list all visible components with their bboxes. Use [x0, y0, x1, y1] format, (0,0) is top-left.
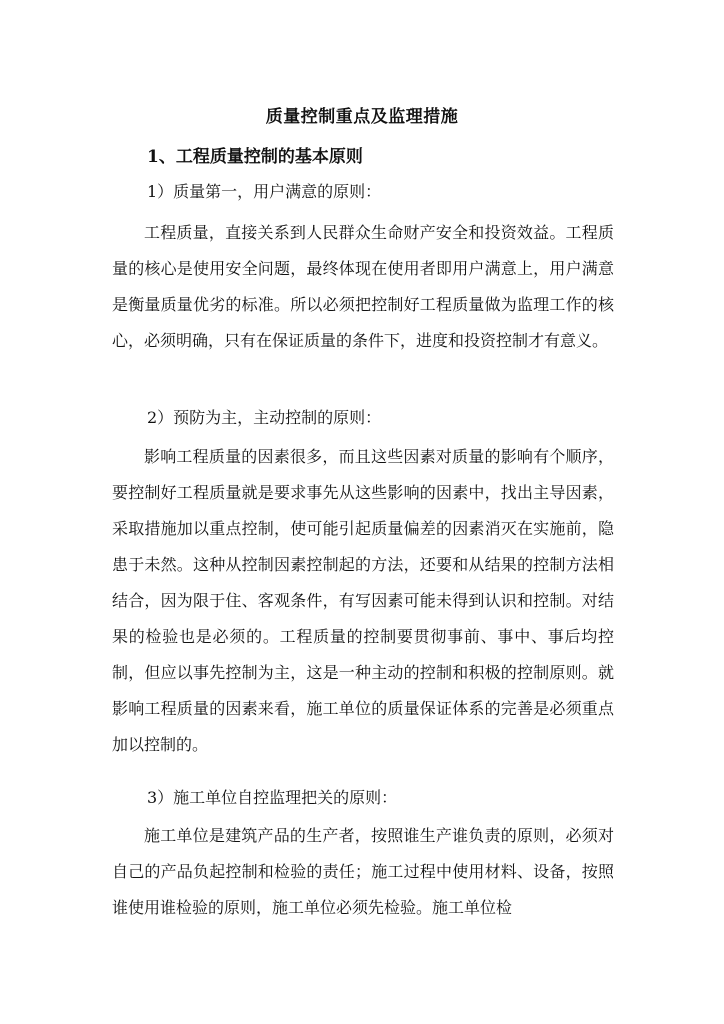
principle-2-paragraph: 影响工程质量的因素很多，而且这些因素对质量的影响有个顺序，要控制好工程质量就是要求事先从这些影响的因素中，找出主导因素，采取措施加以重点控制，使可能引起质量偏差的因素消灭在实施前，隐患于未然。这种从控制因素控制起的方法，还要和从结果的控制方法相结合，因为限于住、客观条件，有写因素可能未得到认识和控制。对结果的检验也是必须的。工程质量的控制要贯彻事前、事中、事后均控制，但应以事先控制为主，这是一种主动的控制和积极的控制原则。就影响工程质量的因素来看，施工单位的质量保证体系的完善是必须重点加以控制的。	[112, 447, 614, 754]
principle-1-heading: 1）质量第一，用户满意的原则：	[147, 182, 382, 201]
principle-3-heading: 3）施工单位自控监理把关的原则：	[147, 788, 398, 807]
principle-2-heading: 2）预防为主，主动控制的原则：	[147, 408, 382, 427]
section-heading: 1、工程质量控制的基本原则	[147, 147, 363, 167]
principle-1-paragraph: 工程质量，直接关系到人民群众生命财产安全和投资效益。工程质量的核心是使用安全问题，最终体现在使用者即用户满意上，用户满意是衡量质量优劣的标准。所以必须把控制好工程质量做为监理工作的核心，必须明确，只有在保证质量的条件下，进度和投资控制才有意义。	[112, 223, 614, 350]
principle-3-paragraph: 施工单位是建筑产品的生产者，按照谁生产谁负责的原则，必须对自己的产品负起控制和检验的责任；施工过程中使用材料、设备，按照谁使用谁检验的原则，施工单位必须先检验。施工单位检	[112, 826, 614, 917]
document-title: 质量控制重点及监理措施	[265, 107, 459, 127]
